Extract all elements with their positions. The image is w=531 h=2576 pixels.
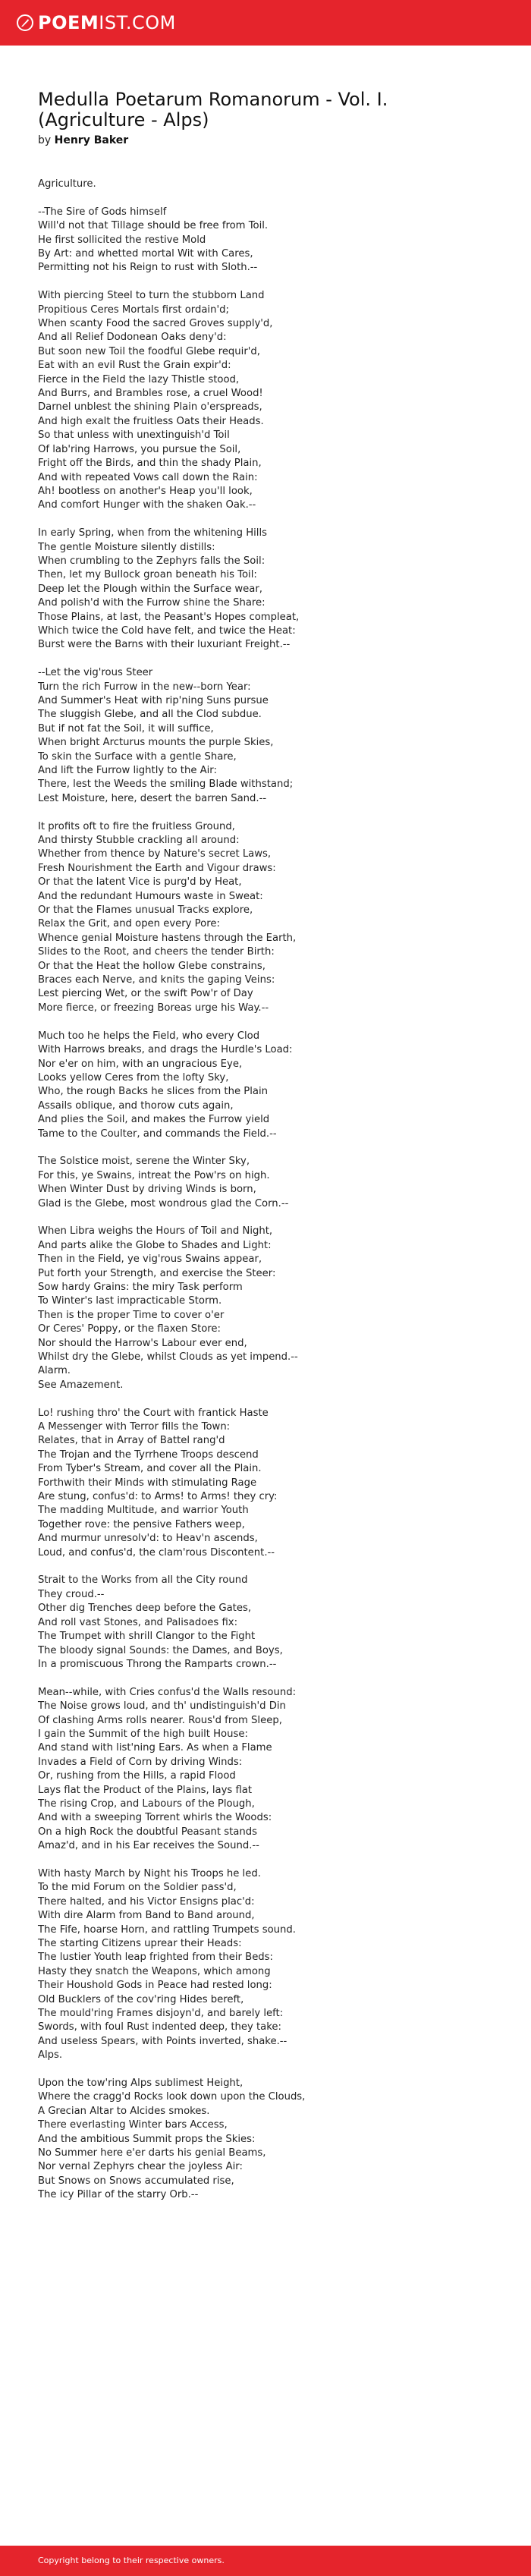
poem-line [38,1672,493,1685]
poem-line: The Fife, hoarse Horn, and rattling Trumpets sound. [38,1923,296,1936]
poem-line: I gain the Summit of the high built House: [38,1728,248,1740]
poem-line: But Snows on Snows accumulated rise, [38,2175,234,2187]
poem-line: It profits oft to fire the fruitless Ground, [38,820,235,832]
byline [38,134,493,147]
poem-line: And with a sweeping Torrent whirls the Woods: [38,1812,272,1824]
poem-line: Their Houshold Gods in Peace had rested long: [38,1980,272,1992]
poem-line: Then, let my Bullock groan beneath his Toil: [38,569,257,581]
by-label: by [38,134,52,146]
poem-line: Those Plains, at last, the Peasant's Hopes compleat, [38,611,300,623]
poem-line: When Libra weighs the Hours of Toil and Night, [38,1225,273,1238]
poem-line: The gentle Moisture silently distills: [38,541,215,553]
poem-line: Hasty they snatch the Weapons, which among [38,1965,271,1977]
poem-line: The mould'ring Frames disjoyn'd, and barely left: [38,2008,284,2020]
poem-line: Turn the rich Furrow in the new--born Year: [38,681,251,693]
poem-line: Whilst dry the Glebe, whilst Clouds as yet impend.-- [38,1351,298,1363]
poem-line: Or that the Heat the hollow Glebe constrains, [38,960,266,972]
poem-body [38,178,493,2203]
poem-line: To skin the Surface with a gentle Share, [38,750,237,763]
poem-line: Fresh Nourishment the Earth and Vigour draws: [38,862,276,874]
poem-line: To the mid Forum on the Soldier pass'd, [38,1882,237,1894]
poem-line: Lo! rushing thro' the Court with frantick Haste [38,1407,269,1419]
poem-line: The rising Crop, and Labours of the Plough, [38,1798,255,1810]
poem-line: He first sollicited the restive Mold [38,234,206,246]
poem-line: From Tyber's Stream, and cover all the Plain. [38,1463,262,1475]
poem-line: In early Spring, when from the whitening Hills [38,527,267,539]
poem-line: Put forth your Strength, and exercise the Steer: [38,1267,276,1279]
poem-line: Tame to the Coulter, and commands the Field.-- [38,1128,277,1140]
poem-line: Who, the rough Backs he slices from the Plain [38,1086,268,1098]
poem-line: There everlasting Winter bars Access, [38,2119,228,2131]
poem-line: --The Sire of Gods himself [38,206,167,218]
poem-line: Strait to the Works from all the City round [38,1574,248,1587]
poem-line: When crumbling to the Zephyrs falls the Soil: [38,555,266,567]
poem-line [38,513,493,527]
poem-line: The icy Pillar of the starry Orb.-- [38,2189,199,2201]
poem-line: When Winter Dust by driving Winds is born, [38,1184,256,1196]
poem-line: For this, ye Swains, intreat the Pow'rs on high. [38,1169,270,1181]
poem-line: Amaz'd, and in his Ear receives the Sound.-- [38,1840,259,1852]
poem-line: When scanty Food the sacred Groves supply'd, [38,318,273,330]
poem-line: And parts alike the Globe to Shades and Light: [38,1239,272,1251]
poem-line: Deep let the Plough within the Surface wear, [38,583,262,595]
poem-line [38,191,493,205]
poem-line: Forthwith their Minds with stimulating Rage [38,1477,257,1489]
poem-line: Whether from thence by Nature's secret Laws, [38,848,272,860]
poem-line: Much too he helps the Field, who every Clod [38,1030,260,1042]
poem-line [38,275,493,289]
poem-line: And Summer's Heat with rip'ning Suns pursue [38,694,269,706]
poem-line: Permitting not his Reign to rust with Sloth.-- [38,262,258,274]
poem-line: Sow hardy Grains: the miry Task perform [38,1281,243,1293]
poem-line: Lest piercing Wet, or the swift Pow'r of Day [38,988,253,1000]
poem-line: Lays flat the Product of the Plains, lays flat [38,1784,253,1796]
poem-line [38,653,493,666]
poem-line: Or Ceres' Poppy, or the flaxen Store: [38,1323,221,1335]
poem-line: Fright off the Birds, and thin the shady Plain, [38,458,262,470]
poem-line: Of clashing Arms rolls nearer. Rous'd from Sleep, [38,1714,282,1726]
poem-line: Lest Moisture, here, desert the barren Sand.-- [38,792,267,804]
poem-line: Slides to the Root, and cheers the tender Birth: [38,946,275,958]
poem-line: Braces each Nerve, and knits the gaping Veins: [38,974,275,986]
poem-line: Eat with an evil Rust the Grain expir'd: [38,360,231,372]
poem-line: A Grecian Altar to Alcides smokes. [38,2105,210,2117]
poem-line: But soon new Toil the foodful Glebe requir'd, [38,345,260,357]
poem-line: Which twice the Cold have felt, and twice the Heat: [38,624,296,637]
poem-line: Nor e'er on him, with an ungracious Eye, [38,1058,243,1070]
poem-line: The madding Multitude, and warrior Youth [38,1505,249,1517]
poem-line: Together rove: the pensive Fathers weep, [38,1518,245,1530]
poem-line: Or that the latent Vice is purg'd by Heat, [38,876,242,889]
poem-line: The Noise grows loud, and th' undistinguish'd Din [38,1700,286,1713]
poem-line: The starting Citizens uprear their Heads: [38,1938,242,1949]
poem-line: Or that the Flames unusual Tracks explore, [38,904,253,917]
poem-line: And Burrs, and Brambles rose, a cruel Wood! [38,388,263,400]
poem-line: Swords, with foul Rust indented deep, they take: [38,2021,281,2033]
logo-text-bold: POEM [38,12,99,33]
poem-line: Are stung, confus'd: to Arms! to Arms! they cry: [38,1491,278,1503]
poem-line: And the ambitious Summit props the Skies: [38,2133,256,2145]
poem-line: The sluggish Glebe, and all the Clod subdue. [38,709,262,721]
poem-line [38,1392,493,1406]
poem-line: And roll vast Stones, and Palisadoes fix: [38,1616,238,1628]
poem-line: And thirsty Stubble crackling all around: [38,835,240,847]
poem-line [38,2063,493,2077]
poem-line: And polish'd with the Furrow shine the Share: [38,597,266,609]
poem-line: Fierce in the Field the lazy Thistle stood, [38,373,240,385]
site-logo-link[interactable] [17,12,176,33]
poem-line: Glad is the Glebe, most wondrous glad the Corn.-- [38,1197,289,1209]
logo-text-light: IST.COM [99,12,176,33]
poem-line: Whence genial Moisture hastens through the Earth, [38,932,297,944]
poem-title: Medulla Poetarum Romanorum - Vol. I. (Agriculture - Alps) [38,89,388,131]
poem-line: And all Relief Dodonean Oaks deny'd: [38,332,227,344]
poem-line: There halted, and his Victor Ensigns plac'd: [38,1895,255,1908]
poem-line: The bloody signal Sounds: the Dames, and Boys, [38,1644,283,1656]
site-footer [0,2546,531,2576]
poem-line: Of lab'ring Harrows, you pursue the Soil, [38,443,241,455]
poem-container [0,46,531,2203]
poem-line: And with repeated Vows call down the Rain: [38,471,258,483]
poem-line [38,1141,493,1155]
poem-line: More fierce, or freezing Boreas urge his Way.-- [38,1002,269,1014]
poem-line: Propitious Ceres Mortals first ordain'd; [38,304,229,316]
poem-line: Will'd not that Tillage should be free from Toil. [38,220,269,232]
poem-line: And stand with list'ning Ears. As when a Flame [38,1742,272,1754]
poem-line: No Summer here e'er darts his genial Beams, [38,2147,266,2159]
poem-line [38,1015,493,1029]
poem-line: Then is the proper Time to cover o'er [38,1309,225,1321]
poem-line: And murmur unresolv'd: to Heav'n ascends, [38,1533,258,1545]
poem-line: The Trojan and the Tyrrhene Troops descend [38,1448,259,1461]
poem-line: And useless Spears, with Points inverted, shake.-- [38,2035,287,2047]
site-header [0,0,531,46]
poem-line [38,806,493,819]
poem-line: But if not fat the Soil, it will suffice, [38,722,214,734]
poem-line: The Solstice moist, serene the Winter Sky, [38,1156,250,1168]
poem-line: Upon the tow'ring Alps sublimest Height, [38,2077,244,2090]
poem-line: Or, rushing from the Hills, a rapid Flood [38,1770,236,1782]
poem-line: On a high Rock the doubtful Peasant stands [38,1826,257,1838]
poem-line: There, lest the Weeds the smiling Blade withstand; [38,778,294,791]
poem-line: In a promiscuous Throng the Ramparts crown.-- [38,1658,277,1670]
poem-line: See Amazement. [38,1379,124,1391]
poem-line: And high exalt the fruitless Oats their Heads. [38,415,264,427]
poem-line: Ah! bootless on another's Heap you'll look, [38,485,253,497]
poem-line: So that unless with unextinguish'd Toil [38,429,230,442]
poem-line: --Let the vig'rous Steer [38,667,153,679]
copyright-text: Copyright belong to their respective owners. [38,2556,225,2565]
author-link[interactable]: Henry Baker [54,134,129,146]
poem-line: The Trumpet with shrill Clangor to the Fight [38,1631,256,1643]
poem-line: Darnel unblest the shining Plain o'erspreads, [38,401,262,414]
poem-line: Assails oblique, and thorow cuts again, [38,1099,234,1112]
poem-line: And comfort Hunger with the shaken Oak.-- [38,499,256,511]
poem-line: With dire Alarm from Band to Band around, [38,1910,255,1922]
poem-line: Old Bucklers of the cov'ring Hides bereft, [38,1993,244,2005]
poem-line: The lustier Youth leap frighted from their Beds: [38,1952,273,1964]
poem-line: Alarm. [38,1365,71,1377]
poem-line: Burst were the Barns with their luxuriant Freight.-- [38,639,291,651]
poem-line: They croud.-- [38,1588,105,1600]
poem-line [38,1560,493,1574]
poem-line: And plies the Soil, and makes the Furrow yield [38,1114,270,1126]
poem-line: By Art: and whetted mortal Wit with Cares, [38,248,253,260]
poem-line: Then in the Field, ye vig'rous Swains appear, [38,1253,262,1266]
poem-line [38,1211,493,1225]
poem-line: Looks yellow Ceres from the lofty Sky, [38,1071,229,1084]
poem-line: A Messenger with Terror fills the Town: [38,1421,231,1433]
poem-line: Nor should the Harrow's Labour ever end, [38,1337,247,1349]
poem-line: Alps. [38,2049,63,2062]
poem-line: Where the cragg'd Rocks look down upon the Clouds, [38,2091,306,2103]
poem-line: And lift the Furrow lightly to the Air: [38,765,217,776]
poem-line: Nor vernal Zephyrs chear the joyless Air: [38,2161,243,2173]
poem-line: When bright Arcturus mounts the purple Skies, [38,737,274,749]
poem-line: Agriculture. [38,178,96,190]
poem-line: With piercing Steel to turn the stubborn Land [38,290,265,302]
poem-line: Loud, and confus'd, the clam'rous Discontent.-- [38,1546,275,1558]
poem-line: To Winter's last impracticable Storm. [38,1295,222,1307]
poem-line: Relates, that in Array of Battel rang'd [38,1435,225,1447]
poem-line: Other dig Trenches deep before the Gates, [38,1603,252,1615]
poem-line: With hasty March by Night his Troops he led. [38,1867,261,1879]
quill-icon [17,14,33,31]
poem-line [38,1854,493,1867]
poem-line: With Harrows breaks, and drags the Hurdle's Load: [38,1044,293,1056]
poem-line: Invades a Field of Corn by driving Winds: [38,1756,243,1768]
poem-line: Mean--while, with Cries confus'd the Walls resound: [38,1686,297,1698]
poem-line: Relax the Grit, and open every Pore: [38,918,220,930]
poem-line: And the redundant Humours waste in Sweat: [38,890,263,902]
